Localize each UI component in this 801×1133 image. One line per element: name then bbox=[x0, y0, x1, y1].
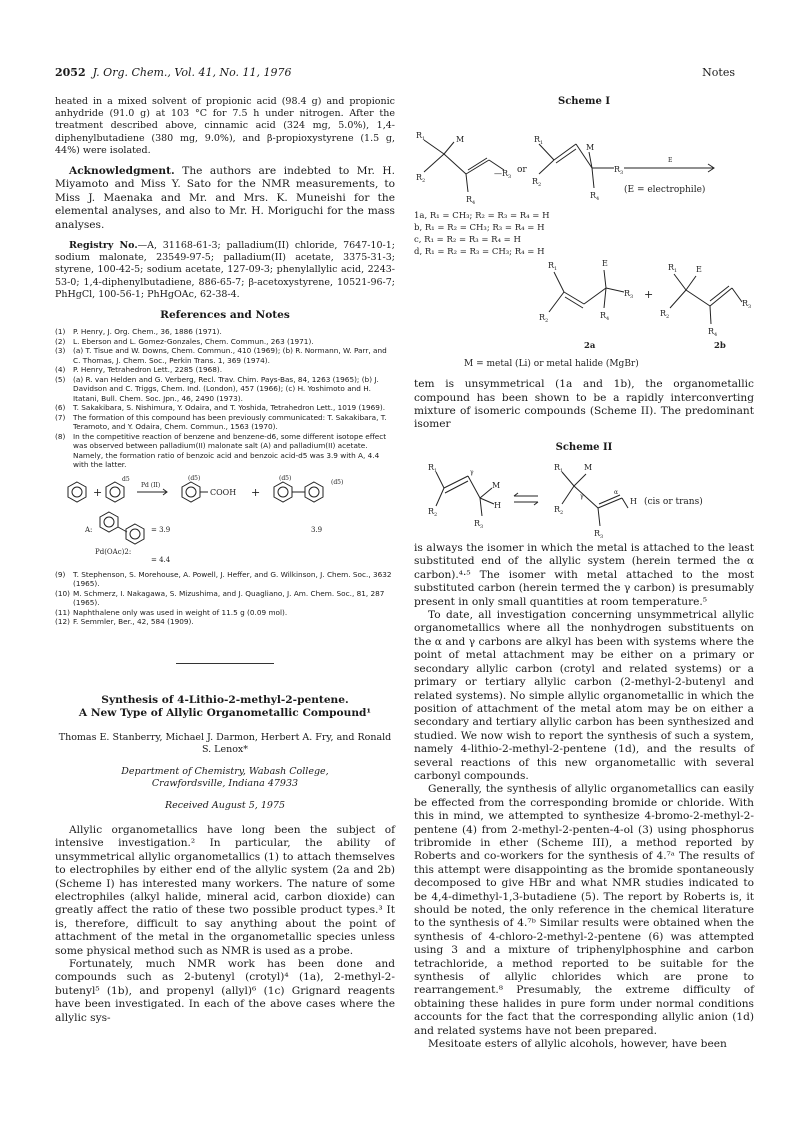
reference-text: In the competitive reaction of benzene and benzene-d6, some different isotope effect was observed between palladium(II) malonate salt (A) and palladium(II) acetate. Namely, the formation ratio of benzoic acid and benzoic acid-d5 was 3.9 with A, 4.4 with the latter. bbox=[73, 431, 387, 470]
isotope-equation bbox=[55, 472, 395, 568]
isotope-label-d5-biphenyl-b: (d5) bbox=[331, 478, 344, 486]
left-column bbox=[55, 96, 395, 1025]
svg-text:R1: $R_1$ bbox=[548, 261, 558, 273]
catalyst-label: Pd (II) bbox=[141, 481, 161, 489]
scheme-1-electrophile-note: (E = electrophile) bbox=[624, 185, 706, 196]
svg-text:M: M bbox=[586, 143, 595, 153]
reference-item bbox=[55, 365, 395, 375]
svg-text:R4: $R_4$ bbox=[600, 311, 610, 323]
svg-text:γ: γ bbox=[580, 493, 584, 501]
scheme-2-diagram bbox=[414, 458, 754, 538]
reference-number: (7) bbox=[55, 412, 66, 422]
paragraph-isomers: tem is unsymmetrical (1a and 1b), the organometallic compound has been shown to be a rapidly interconverting mixture of isomeric compounds (Scheme II). The predominant isomer bbox=[414, 378, 754, 431]
reference-item bbox=[55, 617, 395, 627]
scheme-1-plus: + bbox=[644, 288, 654, 302]
svg-text:R4: $R_4$ bbox=[466, 195, 476, 207]
salt-a-label: A: bbox=[85, 525, 93, 534]
svg-text:E: E bbox=[602, 259, 608, 269]
svg-text:R3: $R_3$ bbox=[742, 299, 752, 311]
reference-number: (3) bbox=[55, 346, 66, 356]
scheme-1-def-c: c, R₁ = R₂ = R₃ = R₄ = H bbox=[414, 235, 521, 246]
reference-text: T. Stephenson, S. Morehouse, A. Powell, J. Heffer, and G. Wilkinson, J. Chem. Soc., 3632 (1965). bbox=[73, 569, 392, 589]
svg-text:R2: $R_2$ bbox=[428, 507, 438, 519]
registry-text: —A, 31168-61-3; palladium(II) chloride, 7647-10-1; sodium malonate, 23549-97-5; palladium(II) acetate, 3375-31-3; styrene, 100-42-5; sodium acetate, 127-09-3; phenylallylic acid, 2243-53-0; 1,4-diphenylbutadiene, 886-65-7; β-acetoxystyrene, 10521-96-7; PhHgCl, 100-56-1; PhHgOAc, 62-38-4. bbox=[55, 240, 396, 300]
svg-text:R3: $R_3$ bbox=[614, 165, 624, 177]
reference-item bbox=[55, 608, 395, 618]
right-column bbox=[414, 96, 754, 1051]
paragraph-mesitoate: Mesitoate esters of allylic alcohols, however, have been bbox=[428, 1038, 727, 1051]
reference-number: (1) bbox=[55, 327, 66, 337]
svg-text:R1: $R_1$ bbox=[534, 135, 544, 147]
registry-numbers bbox=[55, 240, 395, 301]
reference-item bbox=[55, 346, 395, 365]
reference-text: T. Sakakibara, S. Nishimura, Y. Odaira, and T. Yoshida, Tetrahedron Lett., 1019 (1969). bbox=[73, 403, 386, 413]
svg-text:R1: $R_1$ bbox=[668, 263, 678, 275]
svg-text:R3: $R_3$ bbox=[624, 289, 634, 301]
cooh-label: COOH bbox=[210, 487, 237, 497]
reference-item bbox=[55, 375, 395, 404]
references-list-continued bbox=[55, 570, 395, 627]
svg-text:—R3: $—R_3$ bbox=[494, 169, 512, 181]
reference-number: (8) bbox=[55, 431, 66, 441]
paragraph-to-date: To date, all investigation concerning unsymmetrical allylic organometallics where all the nonhydrogen substituents on the α and γ carbons are alkyl has been with systems where the point of metal attachment may be either on a primary or secondary allylic carbon (crotyl and related systems) or a primary or tertiary allylic carbon (2-methyl-2-butenyl and related systems). No simple allylic organometallic in which the position of attachment of the metal atom may be on either a secondary and tertiary allylic carbon has been synthesized and studied. We now wish to report the synthesis of such a system, namely 4-lithio-2-methyl-2-pentene (1d), and the results of several reactions of this new organometallic with several carbonyl compounds. bbox=[414, 609, 754, 782]
reference-item bbox=[55, 403, 395, 413]
page-number: 2052 bbox=[55, 66, 86, 79]
reference-text: L. Eberson and L. Gomez-Gonzales, Chem. Commun., 263 (1971). bbox=[73, 336, 314, 346]
section-divider bbox=[176, 663, 274, 664]
acknowledgment bbox=[55, 165, 395, 232]
received-date: Received August 5, 1975 bbox=[165, 799, 285, 811]
ratio-acetate: = 4.4 bbox=[151, 555, 171, 564]
reference-text: M. Schmerz, I. Nakagawa, S. Mizushima, and J. Quagliano, J. Am. Chem. Soc., 81, 287 (1965). bbox=[73, 588, 385, 608]
scheme-1-diagram bbox=[414, 112, 754, 372]
scheme-1-label-2a: 2a bbox=[584, 341, 596, 352]
scheme-1-def-b: b, R₁ = R₂ = CH₃; R₃ = R₄ = H bbox=[414, 223, 545, 234]
scheme-1-def-1a: 1a, R₁ = CH₃; R₂ = R₃ = R₄ = H bbox=[414, 211, 550, 222]
reference-item bbox=[55, 432, 395, 470]
svg-text:R2: $R_2$ bbox=[660, 309, 670, 321]
benzene-ring-icon bbox=[68, 482, 86, 502]
paragraph-synthesis: Generally, the synthesis of allylic organometallics can easily be effected from the corresponding bromide or chloride. With this in mind, we attempted to synthesize 4-bromo-2-methyl-2-pentene (4) from 2-methyl-2-penten-4-ol (3) using phosphorus tribromide in ether (Scheme III), a method reported by Roberts and co-workers for the synthesis of 4.⁷ᵃ The results of this attempt were disappointing as the bromide spontaneously decomposed to give HBr and what NMR studies indicated to be 4,4-dimethyl-1,3-butadiene (5). The report by Roberts is, it should be noted, the only reference in the chemical literature to the synthesis of 4.⁷ᵇ Similar results were obtained when the synthesis of 4-chloro-2-methyl-2-pentene (6) was attempted using 3 and a mixture of triphenylphosphine and carbon tetrachloride, a method reported to be suitable for the synthesis of allylic chlorides which are prone to rearrangement.⁸ Presumably, the extreme difficulty of obtaining these halides in pure form under normal conditions accounts for the fact that the corresponding allylic anion (1d) and related systems have not been prepared. bbox=[414, 783, 754, 1037]
reference-text: Naphthalene only was used in weight of 11.5 g (0.09 mol). bbox=[73, 607, 288, 617]
paragraph-intro: Allylic organometallics have long been the subject of intensive investigation.² In particular, the ability of unsymmetrical allylic organometallics (1) to attach themselves to electrophiles by either end of the allylic system (2a and 2b) (Scheme I) has interested many workers. The nature of some electrophiles (alkyl halide, mineral acid, carbon dioxide) can greatly affect the ratio of these two possible product types.³ It is, therefore, difficult to say anything about the point of attachment of the metal in the organometallic species unless some physical method such as NMR is used as a probe. bbox=[55, 823, 395, 957]
svg-text:+: + bbox=[93, 485, 103, 499]
isotope-label-d5-product: (d5) bbox=[188, 474, 201, 482]
svg-text:M: M bbox=[584, 463, 593, 473]
ratio-a: = 3.9 bbox=[151, 525, 171, 534]
scheme-1-title: Scheme I bbox=[557, 96, 611, 107]
scheme-1-arrow-label: E bbox=[668, 157, 673, 165]
reference-item bbox=[55, 589, 395, 608]
reference-text: (a) T. Tisue and W. Downs, Chem. Commun., 410 (1969); (b) R. Normann, W. Parr, and C. Thomas, J. Chem. Soc., Perkin Trans. 1, 369 (1974). bbox=[73, 346, 387, 365]
reference-text: The formation of this compound has been previously communicated: T. Sakakibara, T. Teramoto, and Y. Odaira, Chem. Commun., 1563 (1970). bbox=[73, 412, 387, 432]
scheme-1-or: or bbox=[517, 165, 527, 176]
svg-text:H: H bbox=[494, 501, 501, 511]
svg-text:R2: $R_2$ bbox=[416, 173, 426, 185]
references-heading: References and Notes bbox=[160, 309, 290, 322]
reference-item bbox=[55, 570, 395, 589]
reference-number: (9) bbox=[55, 569, 66, 579]
article-title-line-2: A New Type of Allylic Organometallic Compound¹ bbox=[78, 706, 372, 719]
section-label: Notes bbox=[702, 66, 735, 79]
svg-text:E: E bbox=[696, 265, 702, 275]
affiliation bbox=[55, 766, 395, 790]
svg-text:α: α bbox=[614, 489, 619, 497]
references-list bbox=[55, 327, 395, 470]
article-title-line-1: Synthesis of 4-Lithio-2-methyl-2-pentene. bbox=[101, 693, 349, 706]
scheme-1-metal-definition: M = metal (Li) or metal halide (MgBr) bbox=[464, 359, 639, 370]
svg-text:γ: γ bbox=[470, 469, 474, 477]
isotope-label-d5: d5 bbox=[122, 475, 130, 483]
reference-text: P. Henry, Tetrahedron Lett., 2285 (1968). bbox=[73, 365, 223, 375]
affiliation-line-1: Department of Chemistry, Wabash College, bbox=[121, 765, 329, 777]
scheme-2-cis-trans: (cis or trans) bbox=[644, 497, 703, 508]
reference-number: (2) bbox=[55, 336, 66, 346]
reference-item bbox=[55, 327, 395, 337]
svg-text:R3: $R_3$ bbox=[594, 529, 604, 539]
paragraph-nmr: Fortunately, much NMR work has been done and compounds such as 2-butenyl (crotyl)⁴ (1a), 2-methyl-2-butenyl⁵ (1b), and propenyl (allyl)⁶ (1c) Grignard reagents have been investigated. In each of the above cases where the allylic sys- bbox=[55, 958, 395, 1024]
experimental-tail: heated in a mixed solvent of propionic acid (98.4 g) and propionic anhydride (91.0 g) at 103 °C for 7.5 h under nitrogen. After the treatment described above, cinnamic acid (324 mg, 5.0%), 1,4-diphenylbutadiene (380 mg, 9.0%), and β-propioxystyrene (1.5 g, 44%) were isolated. bbox=[55, 96, 395, 156]
mixed-ring-icon bbox=[100, 512, 144, 544]
benzene-d5-ring-icon bbox=[106, 482, 124, 502]
article-title bbox=[55, 694, 395, 720]
acknowledgment-heading: Acknowledgment. bbox=[69, 165, 175, 178]
reference-text: P. Henry, J. Org. Chem., 36, 1886 (1971). bbox=[73, 327, 222, 337]
reference-number: (6) bbox=[55, 403, 66, 413]
pd-acetate-label: Pd(OAc)2: bbox=[95, 547, 132, 556]
reference-number: (10) bbox=[55, 588, 70, 598]
svg-text:H: H bbox=[630, 497, 637, 507]
scheme-1-label-2b: 2b bbox=[714, 341, 726, 352]
biphenyl-icon bbox=[274, 482, 323, 502]
journal-citation: J. Org. Chem., Vol. 41, No. 11, 1976 bbox=[92, 66, 292, 79]
authors: Thomas E. Stanberry, Michael J. Darmon, Herbert A. Fry, and Ronald S. Lenox* bbox=[58, 731, 392, 755]
reference-number: (4) bbox=[55, 365, 66, 375]
svg-text:R4: $R_4$ bbox=[590, 191, 600, 203]
reference-number: (5) bbox=[55, 374, 66, 384]
svg-text:+: + bbox=[251, 485, 261, 499]
svg-text:R2: $R_2$ bbox=[539, 313, 549, 325]
affiliation-line-2: Crawfordsville, Indiana 47933 bbox=[151, 777, 299, 789]
reference-text: F. Semmler, Ber., 42, 584 (1909). bbox=[73, 617, 194, 627]
paragraph-alpha-gamma: is always the isomer in which the metal is attached to the least substituted end of the allylic system (herein termed the α carbon).⁴·⁵ The isomer with metal attached to the most substituted carbon (herein termed the γ carbon) is presumably present in only small quantities at room temperature.⁵ bbox=[414, 542, 754, 608]
scheme-1-def-d: d, R₁ = R₂ = R₃ = CH₃; R₄ = H bbox=[414, 247, 545, 258]
acknowledgment-text: The authors are indebted to Mr. H. Miyamoto and Miss Y. Sato for the NMR measurements, to Miss J. Maenaka and Mr. and Mrs. K. Muneishi for the elemental analyses, and also to Mr. H. Moriguchi for the mass analyses. bbox=[55, 165, 395, 231]
svg-text:R4: $R_4$ bbox=[708, 327, 718, 339]
svg-text:M: M bbox=[456, 135, 465, 145]
reference-item bbox=[55, 413, 395, 432]
reference-item bbox=[55, 337, 395, 347]
svg-text:R3: $R_3$ bbox=[474, 519, 484, 531]
svg-text:R1: $R_1$ bbox=[428, 463, 438, 475]
reference-text: (a) R. van Helden and G. Verberg, Recl. Trav. Chim. Pays-Bas, 84, 1263 (1965); (b) J. Davidson and C. Triggs, Chem. Ind. (London), 457 (1966); (c) H. Yoshimoto and H. Itatani, Bull. Chem. Soc. Jpn., 46, 2490 (1973). bbox=[73, 374, 379, 403]
reference-number: (12) bbox=[55, 617, 70, 627]
reference-number: (11) bbox=[55, 607, 70, 617]
svg-text:R2: $R_2$ bbox=[532, 177, 542, 189]
page-header bbox=[55, 66, 735, 82]
svg-text:M: M bbox=[492, 481, 501, 491]
registry-heading: Registry No. bbox=[69, 240, 138, 252]
scheme-2-title: Scheme II bbox=[555, 441, 613, 453]
isotope-label-d5-biphenyl: (d5) bbox=[279, 474, 292, 482]
benzoic-acid-ring-icon bbox=[182, 482, 200, 502]
svg-text:R1: $R_1$ bbox=[416, 131, 426, 143]
svg-text:R1: $R_1$ bbox=[554, 463, 564, 475]
ratio-a-right: 3.9 bbox=[311, 525, 323, 534]
svg-text:R2: $R_2$ bbox=[554, 505, 564, 517]
